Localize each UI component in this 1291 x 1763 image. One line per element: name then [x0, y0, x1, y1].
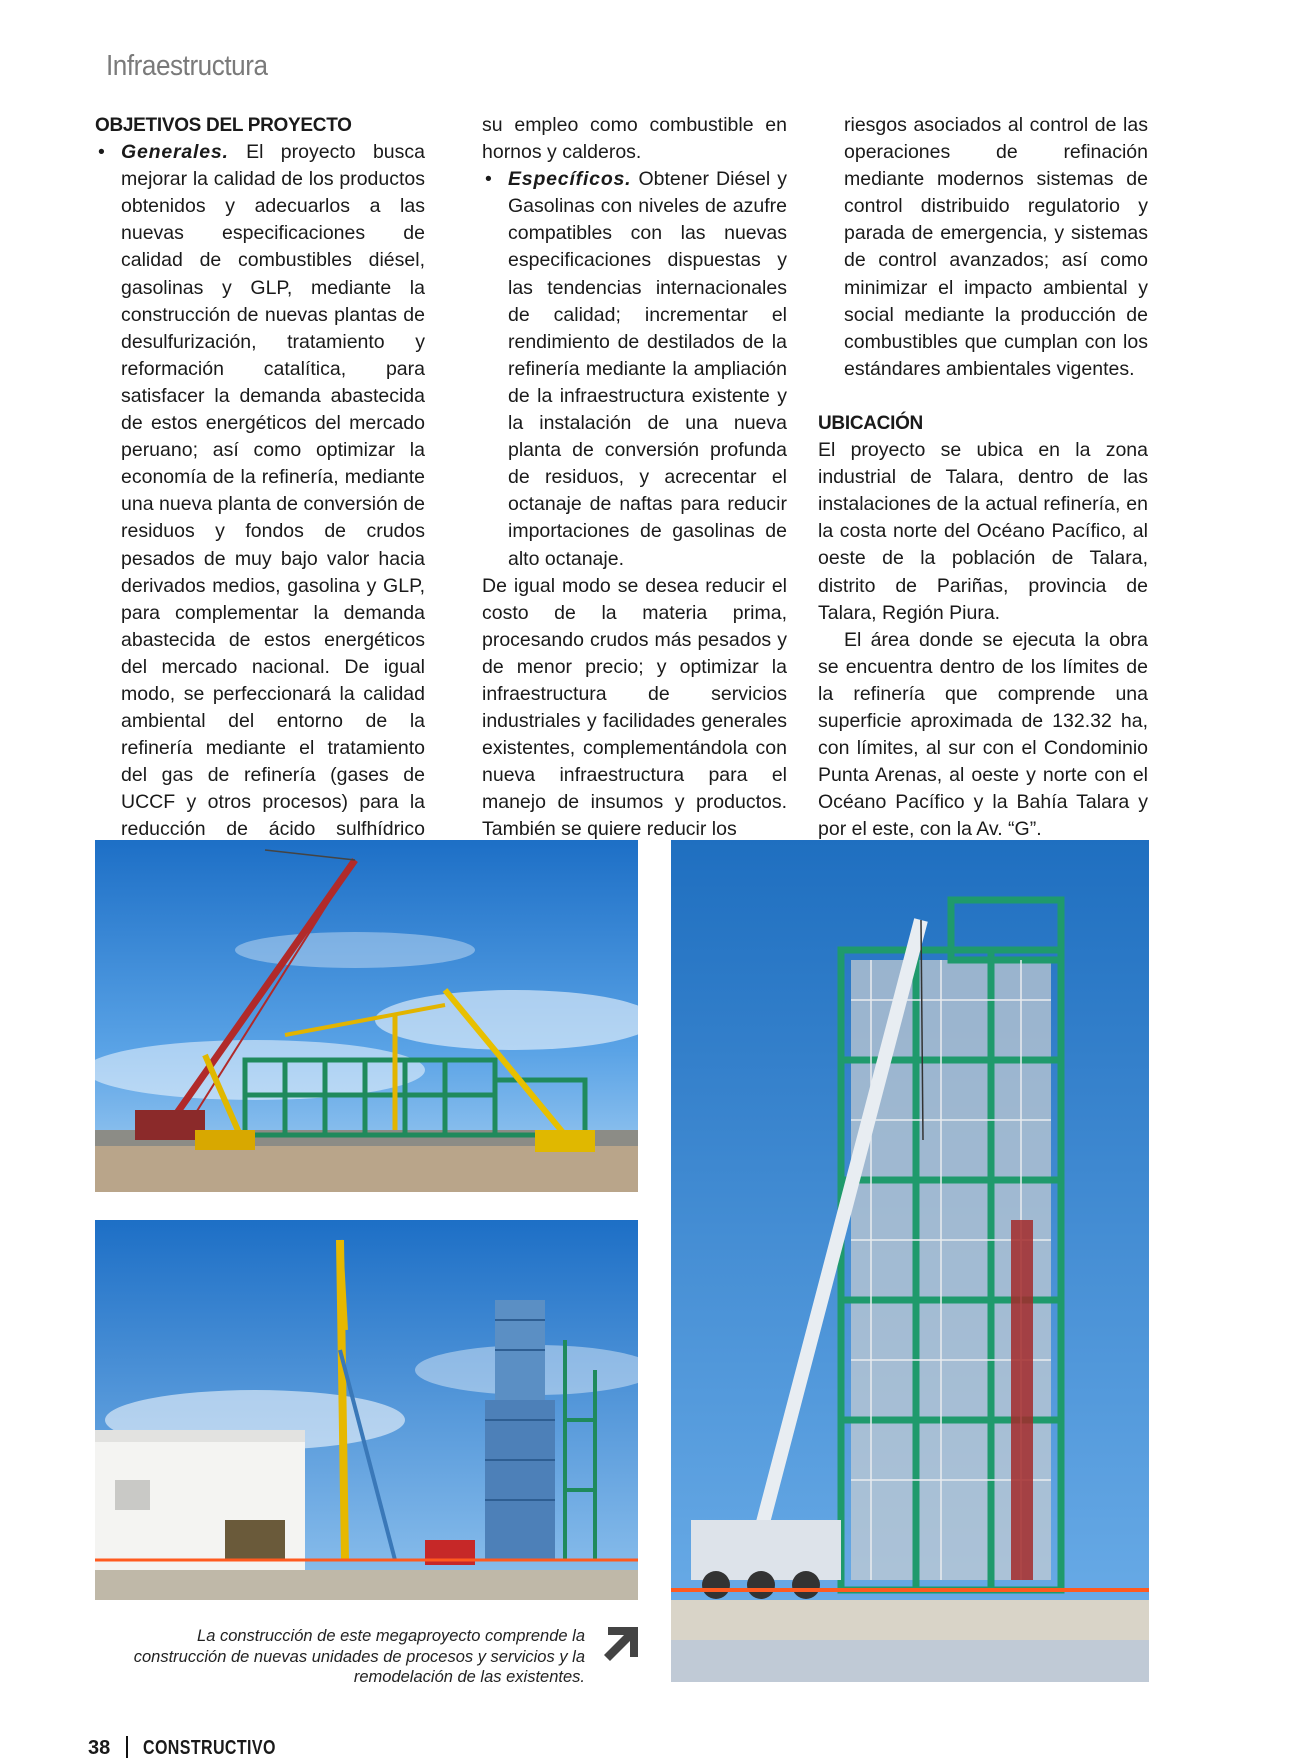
continued-text: su empleo como combustible en hornos y calderos. [482, 114, 787, 164]
section-heading-ubicacion: UBICACIÓN [818, 412, 923, 434]
photo-tall-structure-crane [671, 840, 1149, 1682]
photo-building-and-column [95, 1220, 638, 1600]
bullet-dot-icon: • [98, 141, 105, 164]
continued-text: riesgos asociados al control de las operaciones de refinación mediante modernos sistemas de control distribuido regulatorio y parada de emergencia, y sistemas de control avanzados; así como minimizar el impacto ambiental y social mediante la producción de combustibles que cumplan con los estándares ambientales vigentes. [844, 114, 1148, 380]
bullet-dot-icon: • [485, 168, 492, 191]
bullet-lead: Generales. [121, 141, 229, 164]
photo-cranes-construction [95, 840, 638, 1192]
bullet-text: El proyecto busca mejorar la calidad de los productos obtenidos y adecuarlos a las nuevas especificaciones de calidad de combustibles diésel, gasolinas y GLP, mediante la construcción de nuevas plantas de desulfurización, tratamiento y reformación catalítica, para satisfacer la demanda abastecida de estos energéticos del mercado peruano; así como optimizar la economía de la refinería, mediante una nueva planta de conversión de residuos y fondos de crudos pesados de muy bajo valor hacia derivados medios, gasolina y GLP, para complementar la demanda abastecida de estos energéticos del mercado nacional. De igual modo, se perfeccionará la calidad ambiental del entorno de la refinería mediante el tratamiento del gas de refinería (gases de UCCF y otros procesos) para la reducción de ácido sulfhídrico [121, 141, 425, 841]
bullet-generales [95, 139, 425, 871]
section-tag: Infraestructura [106, 50, 268, 82]
magazine-name: CONSTRUCTIVO [143, 1737, 277, 1759]
paragraph: De igual modo se desea reducir el costo de la materia prima, procesando crudos más pesados y de menor precio; y optimizar la infraestructura de servicios industriales y facilidades generales existentes, complementándola con nueva infraestructura para el manejo de insumos y productos. También se quiere reducir los [482, 574, 787, 841]
bullet-text: Obtener Diésel y Gasolinas con niveles de azufre compatibles con las nuevas especificaciones dispuestas y las tendencias internacionales de calidad; incrementar el rendimiento de destilados de la refinería mediante la ampliación de la infraestructura existente y la instalación de una nueva planta de conversión profunda de residuos, y acrecentar el octanaje de naftas para reducir importaciones de gasolinas de alto octanaje. [508, 168, 788, 570]
page-footer [88, 1736, 309, 1760]
article-column-2 [482, 112, 787, 844]
page-number: 38 [88, 1737, 111, 1759]
section-heading-objetivos: OBJETIVOS DEL PROYECTO [95, 115, 352, 136]
article-column-1 [95, 112, 425, 871]
bullet-especificos [482, 166, 787, 572]
footer-divider [126, 1736, 128, 1758]
paragraph: El proyecto se ubica en la zona industrial de Talara, dentro de las instalaciones de la actual refinería, en la costa norte del Océano Pacífico, al oeste de la población de Talara, distrito de Pariñas, provincia de Talara, Región Piura. [818, 439, 1148, 624]
photo-caption: La construcción de este megaproyecto comprende la construcción de nuevas unidades de procesos y servicios y la remodelación de las existentes. [133, 1627, 585, 1686]
bullet-lead: Específicos. [508, 168, 632, 191]
article-column-3 [818, 112, 1148, 843]
arrow-up-right-icon [604, 1627, 638, 1661]
paragraph: El área donde se ejecuta la obra se encuentra dentro de los límites de la refinería que comprende una superficie aproximada de 132.32 ha, con límites, al sur con el Condominio Punta Arenas, al oeste y norte con el Océano Pacífico y la Bahía Talara y por el este, con la Av. “G”. [818, 628, 1148, 841]
